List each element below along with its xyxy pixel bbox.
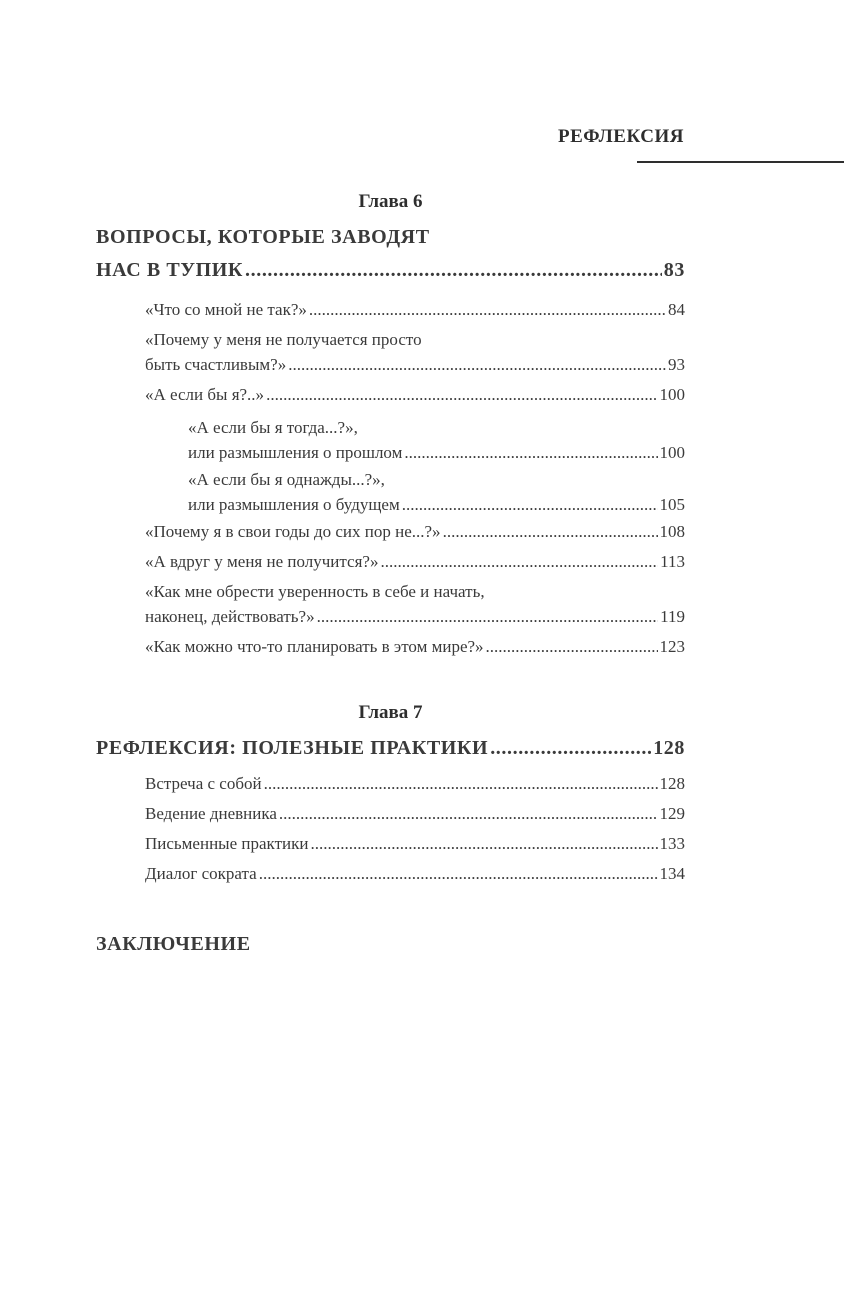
- leader-dots: [310, 831, 657, 856]
- toc-entry-text: Ведение дневника: [145, 804, 277, 823]
- toc-entry-page: 129: [659, 804, 685, 823]
- toc-entry-page: 105: [659, 495, 685, 514]
- chapter-7-title-text: РЕФЛЕКСИЯ: ПОЛЕЗНЫЕ ПРАКТИКИ: [96, 737, 489, 759]
- chapter-7-page: 128: [653, 737, 685, 759]
- leader-dots: [259, 861, 658, 886]
- toc-entry-page: 134: [659, 864, 685, 883]
- toc-entry-text: или размышления о прошлом: [188, 443, 403, 462]
- toc-entry-text: наконец, действовать?»: [145, 607, 315, 626]
- toc-entry[interactable]: [96, 382, 685, 407]
- leader-dots: [266, 382, 657, 407]
- chapter-7-title: [96, 732, 685, 765]
- toc-entry-page: 84: [668, 300, 685, 319]
- toc-entry[interactable]: [96, 297, 685, 322]
- toc-entry[interactable]: [96, 634, 685, 659]
- chapter-6-title: [96, 221, 685, 287]
- leader-dots: [317, 604, 659, 629]
- toc-subentry[interactable]: [96, 415, 685, 465]
- leader-dots: [402, 492, 658, 517]
- leader-dots: [279, 801, 658, 826]
- chapter-6-section: [96, 191, 685, 664]
- toc-entry-text-line1: «Как мне обрести уверенность в себе и начать,: [145, 582, 485, 601]
- toc-entry-page: 93: [668, 355, 685, 374]
- toc-entry-text: быть счастливым?»: [145, 355, 287, 374]
- chapter-6-title-line1: ВОПРОСЫ, КОТОРЫЕ ЗАВОДЯТ: [96, 226, 430, 248]
- toc-entry-text-line1: «А если бы я тогда...?»,: [188, 418, 358, 437]
- toc-entry-page: 113: [660, 552, 685, 571]
- toc-entry-text: «А если бы я?..»: [145, 385, 265, 404]
- toc-entry-text: или размышления о будущем: [188, 495, 400, 514]
- chapter-7-section: [96, 702, 685, 891]
- toc-entry[interactable]: [96, 801, 685, 826]
- toc-entry-page: 108: [659, 522, 685, 541]
- toc-entry[interactable]: [96, 861, 685, 886]
- toc-subentry[interactable]: [96, 467, 685, 517]
- chapter-7-title-row[interactable]: [96, 732, 685, 765]
- toc-entry-text: «Почему я в свои годы до сих пор не...?»: [145, 522, 441, 541]
- leader-dots: [486, 634, 658, 659]
- toc-entry-text: Письменные практики: [145, 834, 309, 853]
- toc-entry-page: 123: [659, 637, 685, 656]
- toc-entry[interactable]: [96, 771, 685, 796]
- leader-dots: [380, 549, 658, 574]
- toc-entry-text: Встреча с собой: [145, 774, 262, 793]
- toc-entry-text: Диалог сократа: [145, 864, 257, 883]
- toc-entry-page: 100: [659, 443, 685, 462]
- toc-entry-page: 119: [660, 607, 685, 626]
- leader-dots: [245, 254, 662, 287]
- chapter-6-label: Глава 6: [358, 191, 423, 212]
- toc-entry-text: «А вдруг у меня не получится?»: [145, 552, 379, 571]
- toc-entry-page: 128: [659, 774, 685, 793]
- leader-dots: [264, 771, 658, 796]
- running-head: РЕФЛЕКСИЯ: [557, 126, 684, 147]
- toc-entry-page: 100: [659, 385, 685, 404]
- chapter-7-entries: [96, 771, 685, 886]
- leader-dots: [404, 440, 657, 465]
- toc-entry[interactable]: [96, 579, 685, 629]
- running-head-rule: [637, 161, 844, 163]
- leader-dots: [443, 519, 658, 544]
- toc-entry-text-line1: «А если бы я однажды...?»,: [188, 470, 385, 489]
- toc-entry[interactable]: [96, 519, 685, 544]
- toc-entry[interactable]: [96, 549, 685, 574]
- chapter-6-entries: [96, 297, 685, 659]
- leader-dots: [490, 732, 651, 765]
- chapter-6-title-row[interactable]: [96, 254, 685, 287]
- chapter-6-page: 83: [663, 259, 685, 281]
- chapter-6-title-line2: НАС В ТУПИК: [96, 259, 244, 281]
- toc-entry[interactable]: [96, 831, 685, 856]
- toc-entry-text: «Как можно что-то планировать в этом мире?»: [145, 637, 484, 656]
- toc-entry-text: «Что со мной не так?»: [145, 300, 307, 319]
- leader-dots: [309, 297, 666, 322]
- toc-entry-text-line1: «Почему у меня не получается просто: [145, 330, 422, 349]
- chapter-7-label: Глава 7: [358, 702, 423, 723]
- leader-dots: [288, 352, 666, 377]
- toc-entry[interactable]: [96, 327, 685, 377]
- conclusion-heading[interactable]: ЗАКЛЮЧЕНИЕ: [96, 933, 251, 955]
- toc-entry-page: 133: [659, 834, 685, 853]
